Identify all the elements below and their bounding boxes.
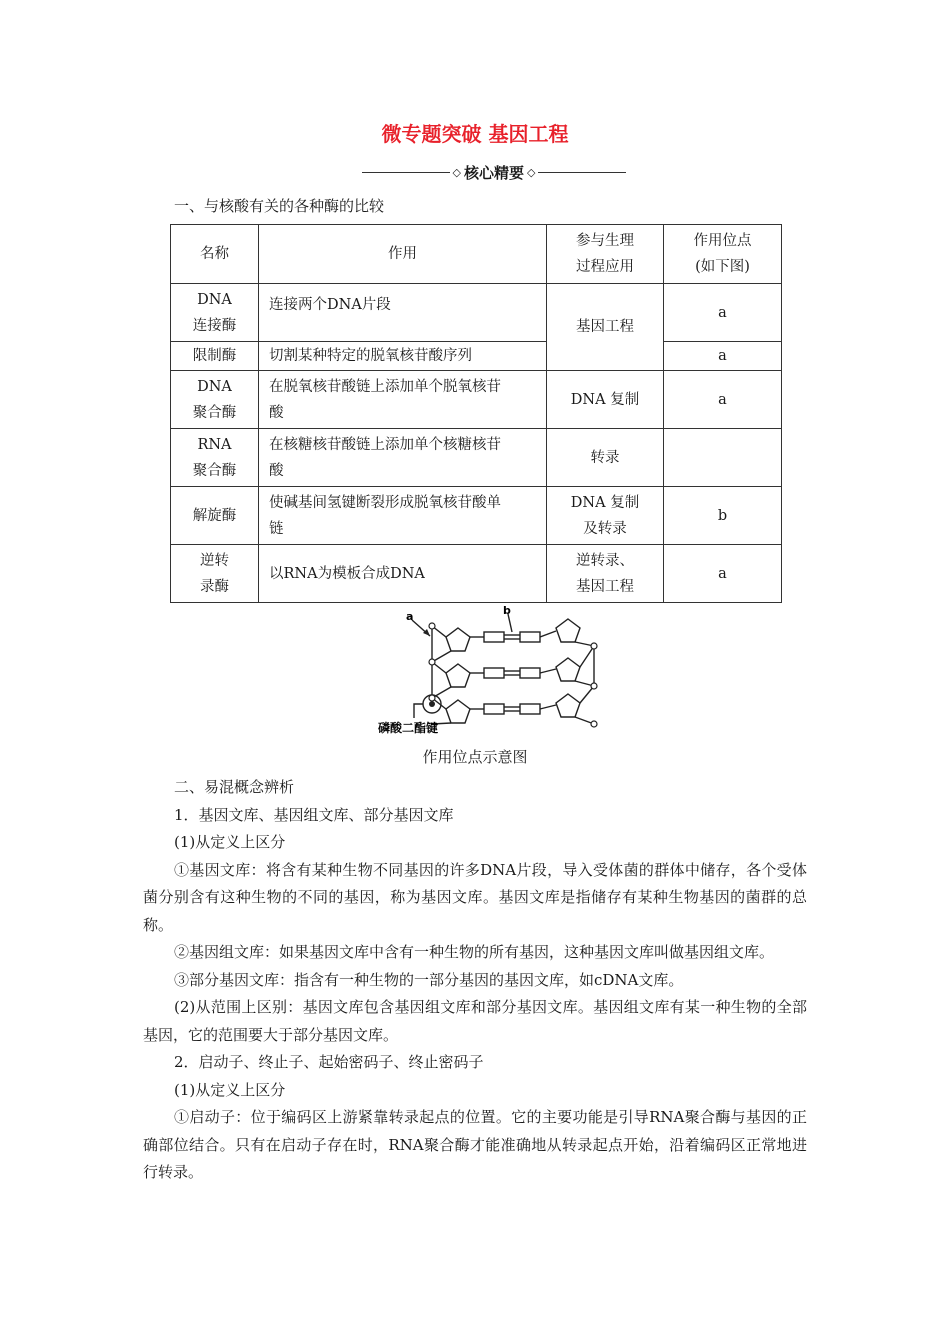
- phosphate-dot: [591, 683, 597, 689]
- cell-name: RNA 聚合酶: [171, 429, 259, 487]
- table-row: [171, 487, 782, 545]
- cell-site: a: [664, 545, 782, 603]
- cell-name: DNA 聚合酶: [171, 371, 259, 429]
- figure-caption: 作用位点示意图: [422, 748, 528, 766]
- phosphate-dot: [591, 721, 597, 727]
- cell-process: 转录: [547, 429, 664, 487]
- phosphate-dot: [429, 695, 435, 701]
- bond-leader-line: [414, 704, 423, 718]
- cell-process: DNA 复制: [547, 371, 664, 429]
- pentagon-sugar: [446, 700, 470, 723]
- bond-center-dot: [429, 701, 435, 707]
- pentagon-sugar: [446, 664, 470, 687]
- label-b: b: [503, 606, 511, 617]
- header-name: 名称: [171, 225, 259, 284]
- pentagon-sugar: [556, 658, 580, 681]
- pentagon-sugar: [556, 619, 580, 642]
- cell-action: 使碱基间氢键断裂形成脱氧核苷酸单 链: [259, 487, 547, 545]
- table-header-row: [171, 225, 782, 284]
- body-text: [143, 774, 807, 1187]
- paragraph: (2)从范围上区别：基因文库包含基因组文库和部分基因文库。基因组文库有某一种生物的全部基因，它的范围要大于部分基因文库。: [143, 998, 807, 1044]
- dna-site-diagram: [370, 606, 610, 744]
- cell-name: DNA 连接酶: [171, 284, 259, 342]
- phosphate-dot: [429, 659, 435, 665]
- table-row: [171, 371, 782, 429]
- header-action: 作用: [259, 225, 547, 284]
- table-row: [171, 545, 782, 603]
- section2-heading: 二、易混概念辨析: [174, 778, 295, 796]
- cell-name: 逆转 录酶: [171, 545, 259, 603]
- diamond-icon: ◇: [452, 165, 461, 179]
- paragraph: ①基因文库：将含有某种生物不同基因的许多DNA片段，导入受体菌的群体中储存，各个受体菌分别含有这种生物的不同的基因，称为基因文库。基因文库是指储存有某种生物基因的菌群的总称。: [143, 860, 807, 934]
- cell-site: a: [664, 371, 782, 429]
- cell-action: 在脱氧核苷酸链上添加单个脱氧核苷 酸: [259, 371, 547, 429]
- label-a: a: [406, 610, 414, 623]
- diamond-icon: ◇: [527, 165, 536, 179]
- phosphate-dot: [591, 643, 597, 649]
- cell-site: b: [664, 487, 782, 545]
- label-bond: 磷酸二酯键: [378, 721, 439, 735]
- header-site: 作用位点 (如下图): [664, 225, 782, 284]
- paragraph: ③部分基因文库：指含有一种生物的一部分基因的基因文库，如cDNA文库。: [174, 970, 684, 989]
- item1-sub1: (1)从定义上区分: [174, 833, 286, 851]
- banner-line-left: [362, 172, 450, 173]
- pentagon-sugar: [446, 628, 470, 651]
- table-row: [171, 284, 782, 342]
- table-row: [171, 342, 782, 371]
- cell-process: 逆转录、 基因工程: [547, 545, 664, 603]
- backbone-line: [580, 646, 594, 667]
- cell-site: a: [664, 284, 782, 342]
- item2-heading: 2．启动子、终止子、起始密码子、终止密码子: [174, 1053, 484, 1071]
- banner-line-right: [538, 172, 626, 173]
- cell-site: [664, 429, 782, 487]
- enzyme-table: [170, 224, 782, 603]
- header-process: 参与生理 过程应用: [547, 225, 664, 284]
- item1-heading: 1．基因文库、基因组文库、部分基因文库: [174, 805, 454, 824]
- cell-process: DNA 复制 及转录: [547, 487, 664, 545]
- cell-action: 以RNA为模板合成DNA: [259, 545, 547, 603]
- cell-name: 解旋酶: [171, 487, 259, 545]
- cell-action: 在核糖核苷酸链上添加单个核糖核苷 酸: [259, 429, 547, 487]
- cell-site: a: [664, 342, 782, 371]
- paragraph: ②基因组文库：如果基因文库中含有一种生物的所有基因，这种基因文库叫做基因组文库。: [174, 943, 775, 961]
- pentagon-sugar: [556, 694, 580, 717]
- phosphate-dot: [429, 623, 435, 629]
- cell-process: 基因工程: [547, 284, 664, 371]
- page-title: 微专题突破 基因工程: [381, 122, 569, 146]
- paragraph: ①启动子：位于编码区上游紧靠转录起点的位置。它的主要功能是引导RNA聚合酶与基因的正确部位结合。只有在启动子存在时，RNA聚合酶才能准确地从转录起点开始，沿着编码区正常地进行转录。: [143, 1108, 807, 1181]
- item2-sub1: (1)从定义上区分: [174, 1080, 286, 1099]
- cell-action: 切割某种特定的脱氧核苷酸序列: [259, 342, 547, 371]
- banner-text: 核心精要: [464, 163, 525, 182]
- cell-action: 连接两个DNA片段: [259, 284, 547, 342]
- section1-heading: 一、与核酸有关的各种酶的比较: [174, 197, 385, 215]
- cell-name: 限制酶: [171, 342, 259, 371]
- table-row: [171, 429, 782, 487]
- section-banner: [362, 160, 626, 184]
